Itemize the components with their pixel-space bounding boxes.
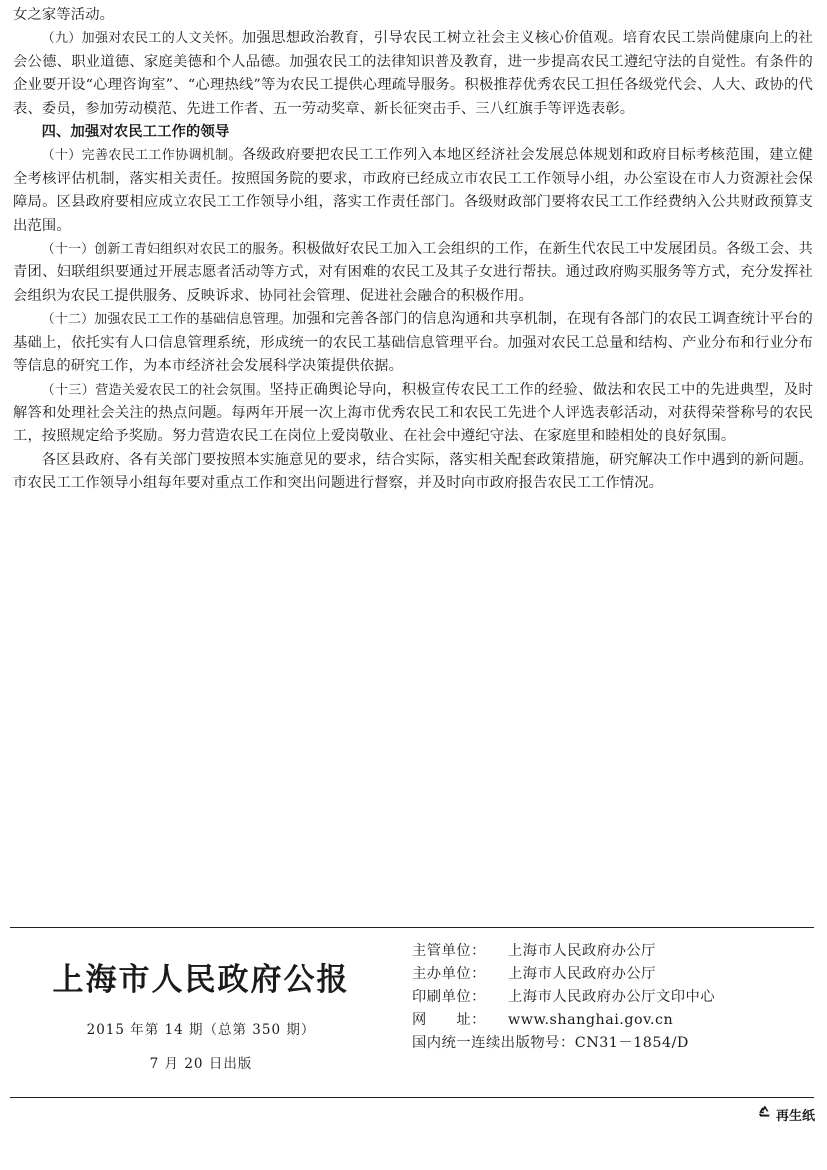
info-row-printer: 印刷单位： 上海市人民政府办公厅文印中心 <box>412 989 716 1005</box>
info-row-supervisor: 主管单位： 上海市人民政府办公厅 <box>412 943 656 959</box>
issue-number: 2015 年第 14 期（总第 350 期） <box>86 1022 316 1038</box>
paragraph-13 <box>13 379 813 449</box>
item-text-12: 加强和完善各部门的信息沟通和共享机制，在现有各部门的农民工调查统计平台的基础上，依托实有人口信息管理系统，形成统一的农民工基础信息管理平台。加强对农民工总量和结构、产业分布和行业分布等信息的研究工作，为本市经济社会发展科学决策提供依据。 <box>13 311 813 375</box>
item-heading-10: （十）完善农民工工作协调机制。 <box>41 148 242 164</box>
section-heading-4: 四、加强对农民工工作的领导 <box>41 124 230 141</box>
item-heading-13: （十三）营造关爱农民工的社会氛围。 <box>41 382 270 398</box>
publication-date: 7 月 20 日出版 <box>149 1056 253 1072</box>
masthead <box>16 944 386 1072</box>
website-url: www.shanghai.gov.cn <box>508 1012 674 1028</box>
item-text-10: 各级政府要把农民工工作列入本地区经济社会发展总体规划和政府目标考核范围，建立健全考核评估机制，落实相关责任。按照国务院的要求，市政府已经成立市农民工工作领导小组，办公室设在市人力资源社会保障局。区县政府要相应成立农民工工作领导小组，落实工作责任部门。各级财政部门要将农民工工作经费纳入公共财政预算支出范围。 <box>13 147 813 234</box>
info-row-serial-number: 国内统一连续出版物号：CN31－1854/D <box>412 1035 689 1051</box>
paragraph-10 <box>13 144 813 238</box>
item-heading-12: （十二）加强农民工工作的基础信息管理。 <box>41 312 292 328</box>
recycled-paper-mark <box>757 1104 815 1124</box>
item-heading-11: （十一）创新工青妇组织对农民工的服务。 <box>41 242 292 258</box>
recycle-icon <box>757 1104 773 1124</box>
journal-title: 上海市人民政府公报 <box>52 962 350 998</box>
footer-bottom-rule <box>10 1097 814 1098</box>
item-text-9: 加强思想政治教育，引导农民工树立社会主义核心价值观。培育农民工崇尚健康向上的社会公德、职业道德、家庭美德和个人品德。加强农民工的法律知识普及教育，进一步提高农民工遵纪守法的自觉性。有条件的企业要开设“心理咨询室”、“心理热线”等为农民工提供心理疏导服务。积极推荐优秀农民工担任各级党代会、人大、政协的代表、委员，参加劳动模范、先进工作者、五一劳动奖章、新长征突击手、三八红旗手等评选表彰。 <box>13 30 813 117</box>
item-heading-9: （九）加强对农民工的人文关怀。 <box>41 31 242 47</box>
publication-info <box>412 940 715 1055</box>
paragraph-continuation: 女之家等活动。 <box>13 7 115 23</box>
recycled-paper-label: 再生纸 <box>775 1108 815 1124</box>
paragraph-11 <box>13 238 813 308</box>
paragraph-12 <box>13 308 813 378</box>
footer-top-rule <box>10 927 814 928</box>
item-text-11: 积极做好农民工加入工会组织的工作，在新生代农民工中发展团员。各级工会、共青团、妇联组织要通过开展志愿者活动等方式，对有困难的农民工及其子女进行帮扶。通过政府购买服务等方式，充分发挥社会组织为农民工提供服务、反映诉求、协同社会管理、促进社会融合的积极作用。 <box>13 241 813 304</box>
paragraph-9 <box>13 27 813 121</box>
info-row-website: 网 址： www.shanghai.gov.cn <box>412 1012 674 1028</box>
document-body <box>13 4 813 496</box>
item-text-13: 坚持正确舆论导向，积极宣传农民工工作的经验、做法和农民工中的先进典型，及时解答和处理社会关注的热点问题。每两年开展一次上海市优秀农民工和农民工先进个人评选表彰活动，对获得荣誉称号的农民工，按照规定给予奖励。努力营造农民工在岗位上爱岗敬业、在社会中遵纪守法、在家庭里和睦相处的良好氛围。 <box>13 381 813 445</box>
info-row-sponsor: 主办单位： 上海市人民政府办公厅 <box>412 966 656 982</box>
paragraph-closing: 各区县政府、各有关部门要按照本实施意见的要求，结合实际，落实相关配套政策措施，研究解决工作中遇到的新问题。市农民工工作领导小组每年要对重点工作和突出问题进行督察，并及时向市政府报告农民工工作情况。 <box>13 451 813 492</box>
